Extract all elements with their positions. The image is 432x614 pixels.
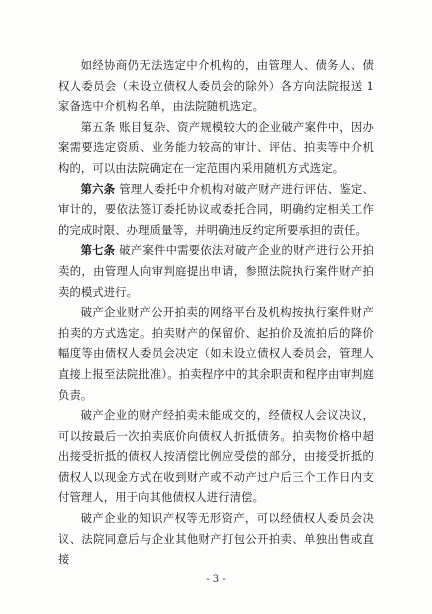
paragraph-5 [58,303,374,406]
article-heading: 第六条 [80,182,116,196]
paragraph-2 [58,118,374,180]
paragraph-7 [58,509,374,571]
document-body [58,56,374,571]
paragraph-text: 破产企业财产公开拍卖的网络平台及机构按执行案件财产拍卖的方式选定。拍卖财产的保留价、起拍价及流拍后的降价幅度等由债权人委员会决定（如未设立债权人委员会，管理人直接上报至法院批准）。拍卖程序中的其余职责和程序由审判庭负责。 [58,306,374,402]
paragraph-text: 破产企业的财产经拍卖未能成交的，经债权人会议决议，可以按最后一次拍卖底价向债权人折抵债务。拍卖物价格中超出接受折抵的债权人按清偿比例应受偿的部分，由接受折抵的债权人以现金方式在收到财产或不动产过户后三个工作日内支付管理人，用于向其他债权人进行清偿。 [58,409,374,505]
paragraph-6 [58,406,374,509]
paragraph-1 [58,56,374,118]
paragraph-text: 破产企业的知识产权等无形资产，可以经债权人委员会决议、法院同意后与企业其他财产打包公开拍卖、单独出售或直接 [58,512,374,567]
paragraph-text: 破产案件中需要依法对破产企业的财产进行公开拍卖的，由管理人向审判庭提出申请，参照法院执行案件财产拍卖的模式进行。 [58,244,375,299]
paragraph-3 [58,180,374,242]
paragraph-text: 管理人委托中介机构对破产财产进行评估、鉴定、审计的，要依法签订委托协议或委托合同，明确约定相关工作的完成时限、办理质量等，并明确违反约定所要承担的责任。 [58,182,375,237]
paragraph-text: 第五条 账目复杂、资产规模较大的企业破产案件中，因办案需要选定资质、业务能力较高的审计、评估、拍卖等中介机构的，可以由法院确定在一定范围内采用随机方式选定。 [58,120,374,175]
paragraph-4 [58,241,374,303]
article-heading: 第七条 [80,244,116,258]
paragraph-text: 如经协商仍无法选定中介机构的，由管理人、债务人、债权人委员会（未设立债权人委员会的除外）各方向法院报送 1 家备选中介机构名单，由法院随机选定。 [58,59,374,114]
page-number: - 3 - [206,574,226,585]
